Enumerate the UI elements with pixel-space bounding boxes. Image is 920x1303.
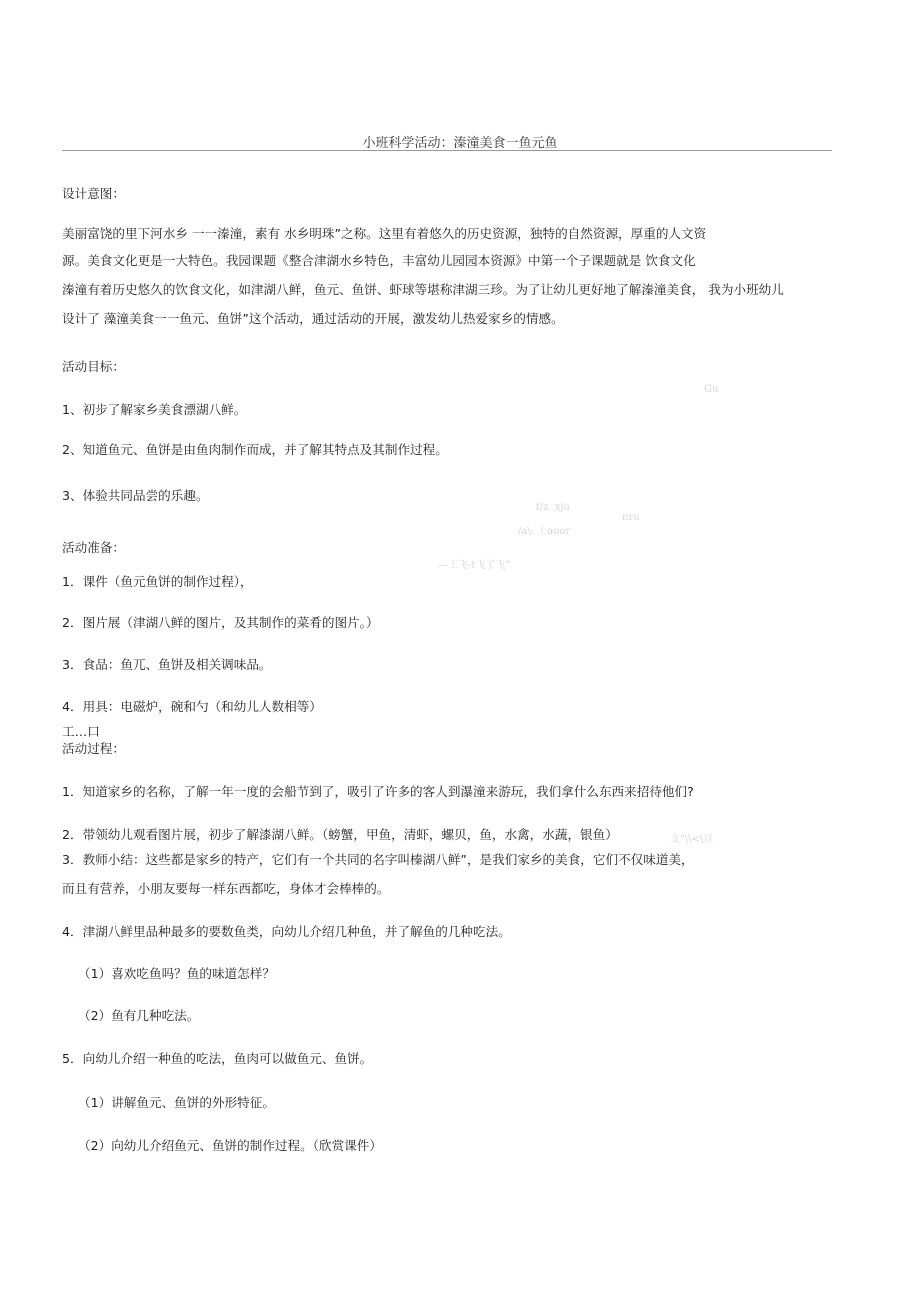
intent-line-2: 源。美食文化更是一大特色。我园课题《整合津湖水乡特色，丰富幼儿园园本资源》中第一个子课题就是 饮食文化 bbox=[62, 253, 696, 268]
intent-line-1: 美丽富饶的里下河水乡 一一溱潼，素有 水乡明珠”之称。这里有着悠久的历史资源，独特的自然资源，厚重的人文资 bbox=[62, 226, 707, 241]
process-item-3-cont: 而且有营养，小朋友要每一样东西都吃，身体才会棒棒的。 bbox=[62, 881, 390, 896]
process-item-1: 1．知道家乡的名称，了解一年一度的会船节到了，吸引了许多的客人到瀑潼来游玩，我们拿什么东西来招待他们? bbox=[62, 784, 694, 799]
process-item-5-sub-1: （1）讲解鱼元、鱼饼的外形特征。 bbox=[78, 1095, 275, 1110]
process-item-4: 4．津湖八鲜里品种最多的要数鱼类，向幼儿介绍几种鱼，并了解鱼的几种吃法。 bbox=[62, 924, 511, 939]
heading-design-intent: 设计意图： bbox=[62, 186, 125, 201]
prep-item-4: 4．用具：电磁炉，碗和勺（和幼儿人数相等） bbox=[62, 699, 322, 714]
process-item-4-sub-2: （2）鱼有几种吃法。 bbox=[78, 1008, 200, 1023]
goal-item-1: 1、初步了解家乡美食漂湖八鲜。 bbox=[62, 402, 247, 417]
goal-item-3: 3、体验共同品尝的乐趣。 bbox=[62, 488, 209, 503]
page-title: 小班科学活动：溱潼美食一鱼元鱼 bbox=[362, 136, 558, 151]
scan-artifact: —工飞-t飞了飞” bbox=[438, 560, 511, 571]
prep-item-2: 2．图片展（津湖八鲜的图片，及其制作的菜肴的图片。） bbox=[62, 615, 379, 630]
heading-goals: 活动目标： bbox=[62, 359, 125, 374]
scan-artifact: 攴"\\<\亘 bbox=[670, 834, 714, 845]
scan-artifact: /a\: 上aoor bbox=[518, 526, 571, 537]
heading-preparation: 活动准备： bbox=[62, 540, 125, 555]
scan-artifact: Gu bbox=[704, 384, 719, 395]
prep-item-3: 3．食品：鱼兀、鱼饼及相关调味品。 bbox=[62, 657, 272, 672]
scan-artifact: nru bbox=[622, 512, 640, 523]
goal-item-2: 2、知道鱼元、鱼饼是由鱼肉制作而成，并了解其特点及其制作过程。 bbox=[62, 442, 448, 457]
scan-artifact: f/z. xju bbox=[536, 502, 570, 513]
intent-line-3: 溱潼有着历史悠久的饮食文化，如津湖八鲜，鱼元、鱼饼、虾球等堪称津湖三珍。为了让幼儿更好地了解溱潼美食， 我为小班幼儿 bbox=[62, 282, 784, 297]
stray-text: 工…口 bbox=[62, 724, 104, 739]
process-item-5-sub-2: （2）向幼儿介绍鱼元、鱼饼的制作过程。（欣赏课件） bbox=[78, 1138, 382, 1153]
process-item-5: 5．向幼儿介绍一种鱼的吃法，鱼肉可以做鱼元、鱼饼。 bbox=[62, 1051, 373, 1066]
process-item-3: 3．教师小结：这些都是家乡的特产，它们有一个共同的名字叫榛湖八鲜”，是我们家乡的美食，它们不仅味道美， bbox=[62, 852, 694, 867]
prep-item-1: 1．课件（鱼元鱼饼的制作过程）， bbox=[62, 574, 253, 589]
process-item-2: 2．带领幼儿观看图片展，初步了解漆湖八鲜。（螃蟹，甲鱼，清虾，螺贝，鱼，水禽，水蔬，银鱼） bbox=[62, 827, 618, 842]
process-item-4-sub-1: （1）喜欢吃鱼吗？鱼的味道怎样？ bbox=[78, 966, 275, 981]
title-rule bbox=[62, 150, 832, 151]
heading-process: 活动过程： bbox=[62, 741, 125, 756]
intent-line-4: 设计了 藻潼美食一一鱼元、鱼饼”这个活动，通过活动的开展，激发幼儿热爱家乡的情感。 bbox=[62, 311, 564, 326]
